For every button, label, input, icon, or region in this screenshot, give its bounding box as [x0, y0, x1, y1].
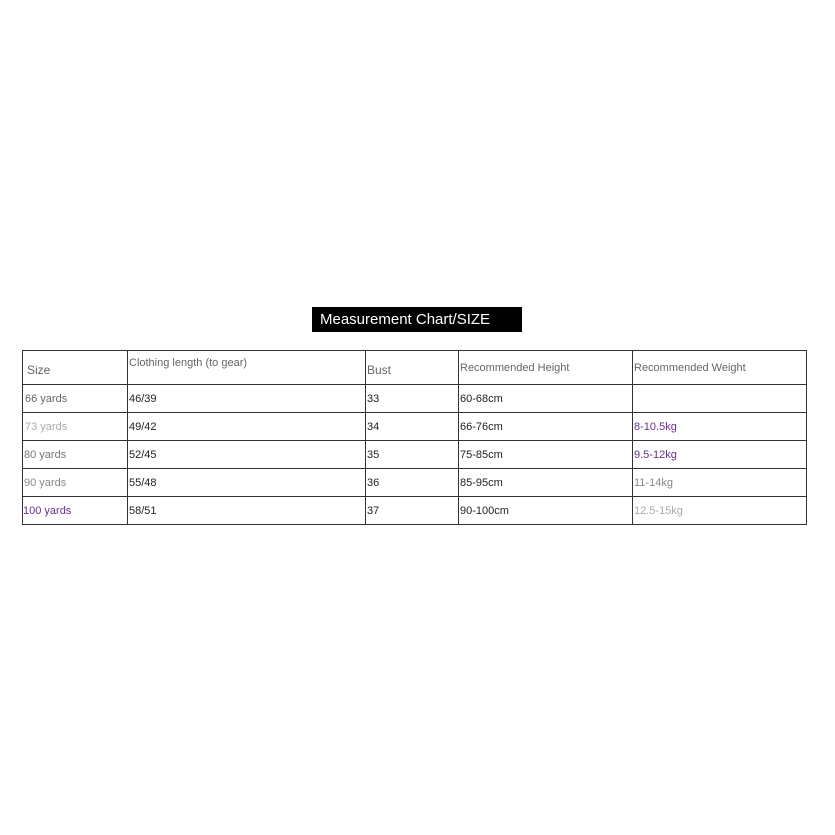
weight-cell: 12.5-15kg	[633, 497, 807, 525]
table-row	[23, 385, 807, 413]
bust-cell: 33	[366, 385, 459, 413]
header-bust: Bust	[366, 351, 459, 385]
header-recommended-weight: Recommended Weight	[633, 351, 807, 385]
header-recommended-height: Recommended Height	[459, 351, 633, 385]
height-cell: 66-76cm	[459, 413, 633, 441]
height-cell: 60-68cm	[459, 385, 633, 413]
size-table	[22, 350, 807, 525]
clothing-length-cell: 52/45	[128, 441, 366, 469]
height-cell: 85-95cm	[459, 469, 633, 497]
clothing-length-cell: 49/42	[128, 413, 366, 441]
chart-title: Measurement Chart/SIZE	[312, 307, 522, 332]
clothing-length-cell: 58/51	[128, 497, 366, 525]
size-cell: 90 yards	[23, 469, 128, 497]
bust-cell: 34	[366, 413, 459, 441]
weight-cell: 8-10.5kg	[633, 413, 807, 441]
bust-cell: 36	[366, 469, 459, 497]
table-header-row	[23, 351, 807, 385]
table-row	[23, 469, 807, 497]
header-size: Size	[23, 351, 128, 385]
clothing-length-cell: 55/48	[128, 469, 366, 497]
weight-cell	[633, 385, 807, 413]
bust-cell: 37	[366, 497, 459, 525]
height-cell: 75-85cm	[459, 441, 633, 469]
header-clothing-length: Clothing length (to gear)	[128, 351, 366, 385]
size-cell: 100 yards	[23, 497, 128, 525]
size-cell: 66 yards	[23, 385, 128, 413]
size-cell: 80 yards	[23, 441, 128, 469]
size-cell: 73 yards	[23, 413, 128, 441]
weight-cell: 11-14kg	[633, 469, 807, 497]
table-row	[23, 441, 807, 469]
table-row	[23, 497, 807, 525]
height-cell: 90-100cm	[459, 497, 633, 525]
weight-cell: 9.5-12kg	[633, 441, 807, 469]
bust-cell: 35	[366, 441, 459, 469]
table-row	[23, 413, 807, 441]
clothing-length-cell: 46/39	[128, 385, 366, 413]
